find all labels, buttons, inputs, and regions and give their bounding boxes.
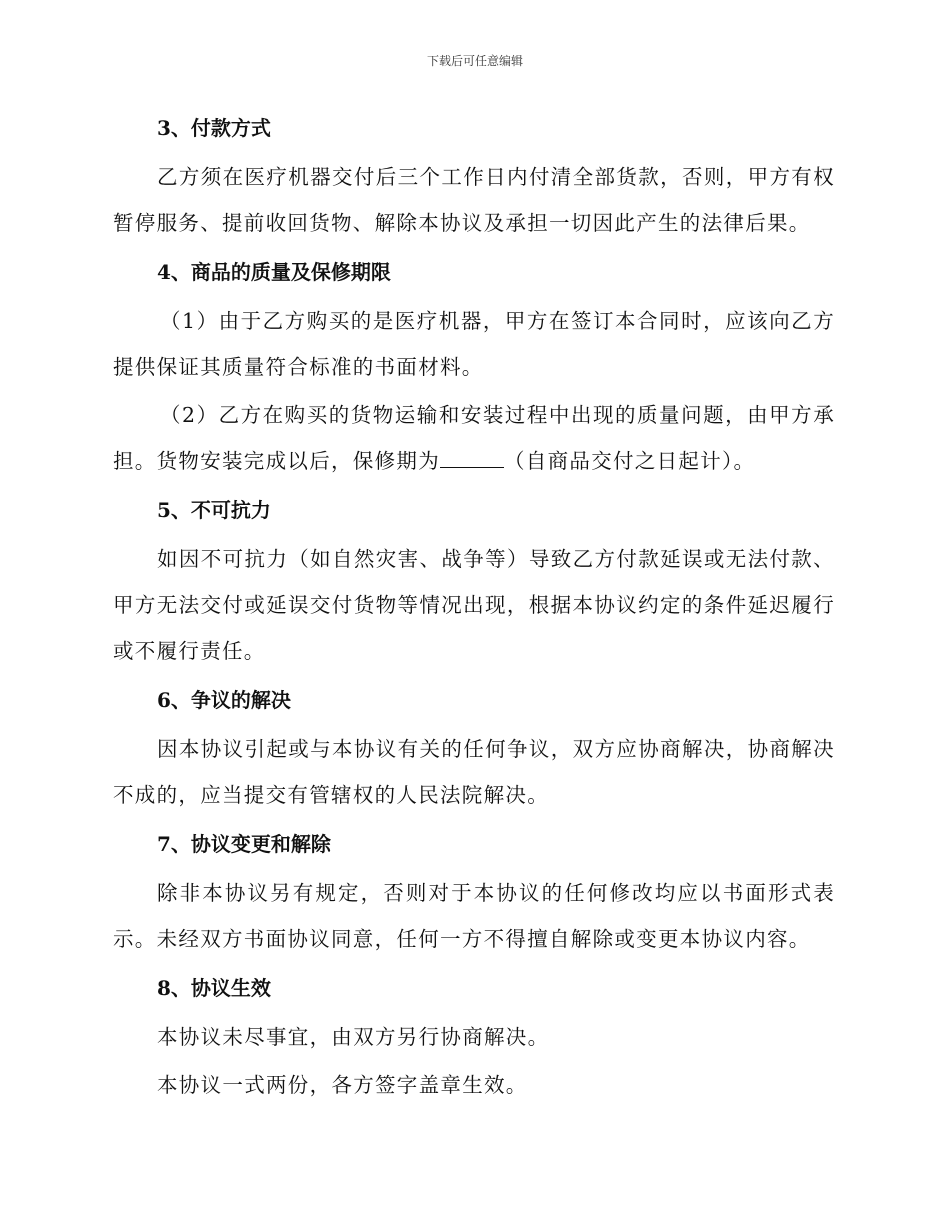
section-4-item-2-text: （2）乙方在购买的货物运输和安装过程中出现的质量问题，由甲方承担。货物安装完成以后，保修期为 bbox=[113, 403, 835, 473]
document-body bbox=[113, 110, 835, 1108]
section-5-title: 5、不可抗力 bbox=[157, 498, 271, 522]
section-5-paragraph: 如因不可抗力（如自然灾害、战争等）导致乙方付款延误或无法付款、甲方无法交付或延误交付货物等情况出现，根据本协议约定的条件延迟履行或不履行责任。 bbox=[113, 547, 835, 663]
section-7-title: 7、协议变更和解除 bbox=[157, 832, 331, 856]
section-4-title: 4、商品的质量及保修期限 bbox=[157, 260, 391, 284]
section-7-paragraph: 除非本协议另有规定，否则对于本协议的任何修改均应以书面形式表示。未经双方书面协议同意，任何一方不得擅自解除或变更本协议内容。 bbox=[113, 881, 835, 951]
section-4-item-2-suffix: （自商品交付之日起计）。 bbox=[504, 449, 756, 473]
page-header: 下载后可任意编辑 bbox=[426, 54, 523, 68]
section-6-paragraph: 因本协议引起或与本协议有关的任何争议，双方应协商解决，协商解决不成的，应当提交有管辖权的人民法院解决。 bbox=[113, 737, 835, 807]
section-6-title: 6、争议的解决 bbox=[157, 688, 291, 712]
warranty-period-blank bbox=[440, 449, 504, 468]
section-3-paragraph: 乙方须在医疗机器交付后三个工作日内付清全部货款，否则，甲方有权暂停服务、提前收回货物、解除本协议及承担一切因此产生的法律后果。 bbox=[113, 165, 835, 235]
section-4-item-1: （1）由于乙方购买的是医疗机器，甲方在签订本合同时，应该向乙方提供保证其质量符合标准的书面材料。 bbox=[113, 309, 835, 379]
section-8-paragraph-2: 本协议一式两份，各方签字盖章生效。 bbox=[157, 1073, 528, 1097]
section-8-paragraph-1: 本协议未尽事宜，由双方另行协商解决。 bbox=[157, 1025, 550, 1049]
section-3-title: 3、付款方式 bbox=[157, 116, 271, 140]
section-8-title: 8、协议生效 bbox=[157, 976, 271, 1000]
section-4-item-2 bbox=[113, 392, 835, 484]
